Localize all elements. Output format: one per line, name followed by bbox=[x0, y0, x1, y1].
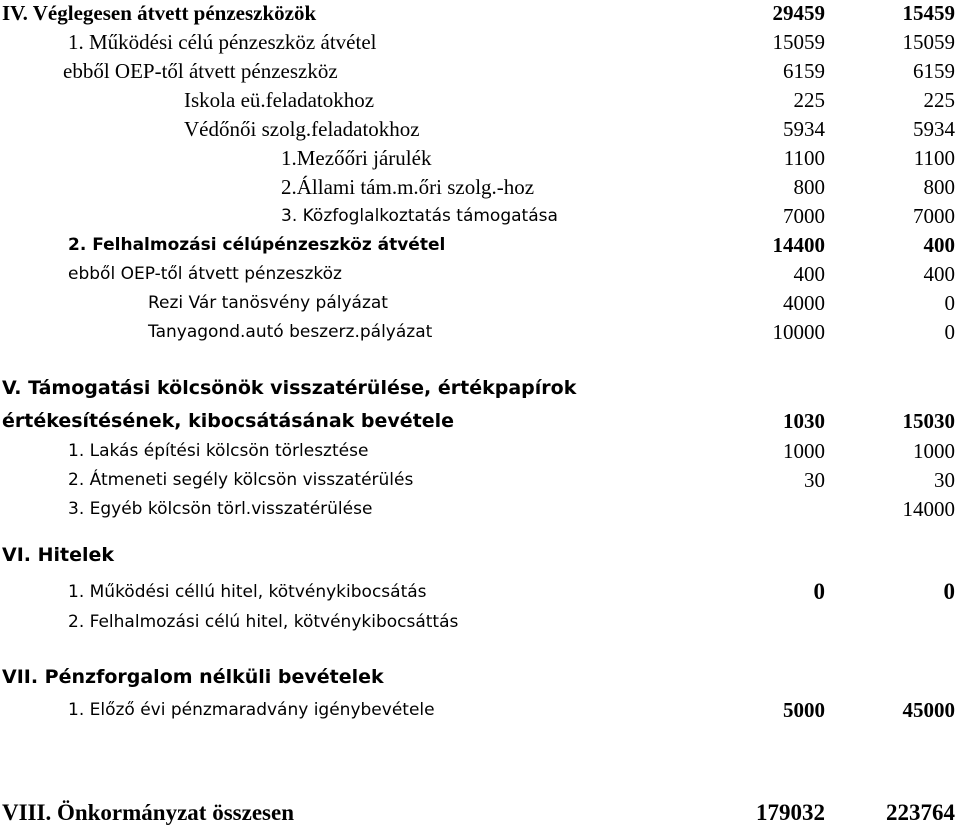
value-col2: 400 bbox=[923, 262, 955, 286]
value-col2: 15030 bbox=[902, 409, 955, 433]
value-col1: 14400 bbox=[772, 233, 825, 257]
table-row bbox=[0, 319, 959, 345]
row-label: 2. Felhalmozási célúpénzeszköz átvétel bbox=[68, 235, 446, 255]
value-col1: 4000 bbox=[783, 291, 825, 315]
section-title: VII. Pénzforgalom nélküli bevételek bbox=[2, 666, 384, 688]
row-label: 2. Átmeneti segély kölcsön visszatérülés bbox=[68, 470, 414, 490]
value-col1: 400 bbox=[793, 262, 825, 286]
total-row bbox=[0, 799, 959, 827]
value-col2: 5934 bbox=[913, 117, 955, 141]
table-row bbox=[0, 87, 959, 113]
row-label: Rezi Vár tanösvény pályázat bbox=[148, 293, 388, 313]
value-col1: 6159 bbox=[783, 59, 825, 83]
table-row bbox=[0, 542, 959, 568]
table-row bbox=[0, 29, 959, 55]
value-col1: 29459 bbox=[772, 1, 825, 25]
row-label: 1. Lakás építési kölcsön törlesztése bbox=[68, 441, 369, 461]
table-row bbox=[0, 290, 959, 316]
value-col1: 1100 bbox=[783, 146, 825, 170]
value-col2: 0 bbox=[944, 320, 955, 344]
table-row bbox=[0, 664, 959, 690]
table-row bbox=[0, 232, 959, 258]
section-title: VI. Hitelek bbox=[2, 544, 115, 566]
table-row bbox=[0, 203, 959, 229]
row-label: 1. Működési célú pénzeszköz átvétel bbox=[68, 30, 377, 54]
row-label: 3. Közfoglalkoztatás támogatása bbox=[281, 206, 558, 226]
value-col1: 5934 bbox=[783, 117, 825, 141]
value-col2: 7000 bbox=[913, 204, 955, 228]
total-label: VIII. Önkormányzat összesen bbox=[2, 800, 294, 825]
table-row bbox=[0, 438, 959, 464]
total-value-col2: 223764 bbox=[886, 800, 955, 825]
row-label: ebből OEP-től átvett pénzeszköz bbox=[68, 264, 342, 284]
value-col2: 14000 bbox=[902, 497, 955, 521]
value-col1: 1000 bbox=[783, 439, 825, 463]
row-label: Védőnői szolg.feladatokhoz bbox=[184, 117, 420, 141]
value-col2: 0 bbox=[944, 291, 955, 315]
table-row bbox=[0, 174, 959, 200]
total-value-col1: 179032 bbox=[756, 800, 825, 825]
value-col2: 15059 bbox=[902, 30, 955, 54]
row-label: 1.Mezőőri járulék bbox=[281, 146, 432, 170]
table-row bbox=[0, 116, 959, 142]
value-col2: 1000 bbox=[913, 439, 955, 463]
value-col1: 225 bbox=[793, 88, 825, 112]
table-row bbox=[0, 496, 959, 522]
table-row bbox=[0, 375, 959, 401]
row-label: 3. Egyéb kölcsön törl.visszatérülése bbox=[68, 499, 373, 519]
section-title: V. Támogatási kölcsönök visszatérülése, értékpapírok bbox=[2, 377, 577, 399]
row-label: Iskola eü.feladatokhoz bbox=[184, 88, 375, 112]
row-label: Tanyagond.autó beszerz.pályázat bbox=[148, 322, 433, 342]
value-col2: 400 bbox=[923, 233, 955, 257]
value-col1: 10000 bbox=[772, 320, 825, 344]
value-col1: 7000 bbox=[783, 204, 825, 228]
table-row bbox=[0, 579, 959, 605]
value-col2: 45000 bbox=[902, 698, 955, 722]
value-col2: 800 bbox=[923, 175, 955, 199]
value-col2: 1100 bbox=[913, 146, 955, 170]
row-label: 1. Működési céllú hitel, kötvénykibocsátás bbox=[68, 582, 427, 602]
table-row bbox=[0, 408, 959, 434]
table-row bbox=[0, 58, 959, 84]
value-col1: 0 bbox=[813, 579, 825, 604]
table-row bbox=[0, 467, 959, 493]
row-label: ebből OEP-től átvett pénzeszköz bbox=[63, 59, 338, 83]
value-col2: 6159 bbox=[913, 59, 955, 83]
row-label: 2. Felhalmozási célú hitel, kötvénykibocsáttás bbox=[68, 612, 459, 632]
value-col1: 15059 bbox=[772, 30, 825, 54]
value-col1: 5000 bbox=[783, 698, 825, 722]
section-title: értékesítésének, kibocsátásának bevétele bbox=[2, 410, 455, 432]
row-label: 1. Előző évi pénzmaradvány igénybevétele bbox=[68, 700, 435, 720]
table-row bbox=[0, 0, 959, 26]
value-col2: 30 bbox=[934, 468, 955, 492]
table-row bbox=[0, 609, 959, 635]
row-label: 2.Állami tám.m.őri szolg.-hoz bbox=[281, 175, 535, 199]
table-row bbox=[0, 697, 959, 723]
value-col1: 800 bbox=[793, 175, 825, 199]
value-col2: 225 bbox=[923, 88, 955, 112]
section-title: IV. Véglegesen átvett pénzeszközök bbox=[2, 1, 317, 25]
value-col2: 0 bbox=[943, 579, 955, 604]
value-col1: 1030 bbox=[783, 409, 825, 433]
table-row bbox=[0, 145, 959, 171]
value-col2: 15459 bbox=[902, 1, 955, 25]
table-row bbox=[0, 261, 959, 287]
value-col1: 30 bbox=[804, 468, 825, 492]
